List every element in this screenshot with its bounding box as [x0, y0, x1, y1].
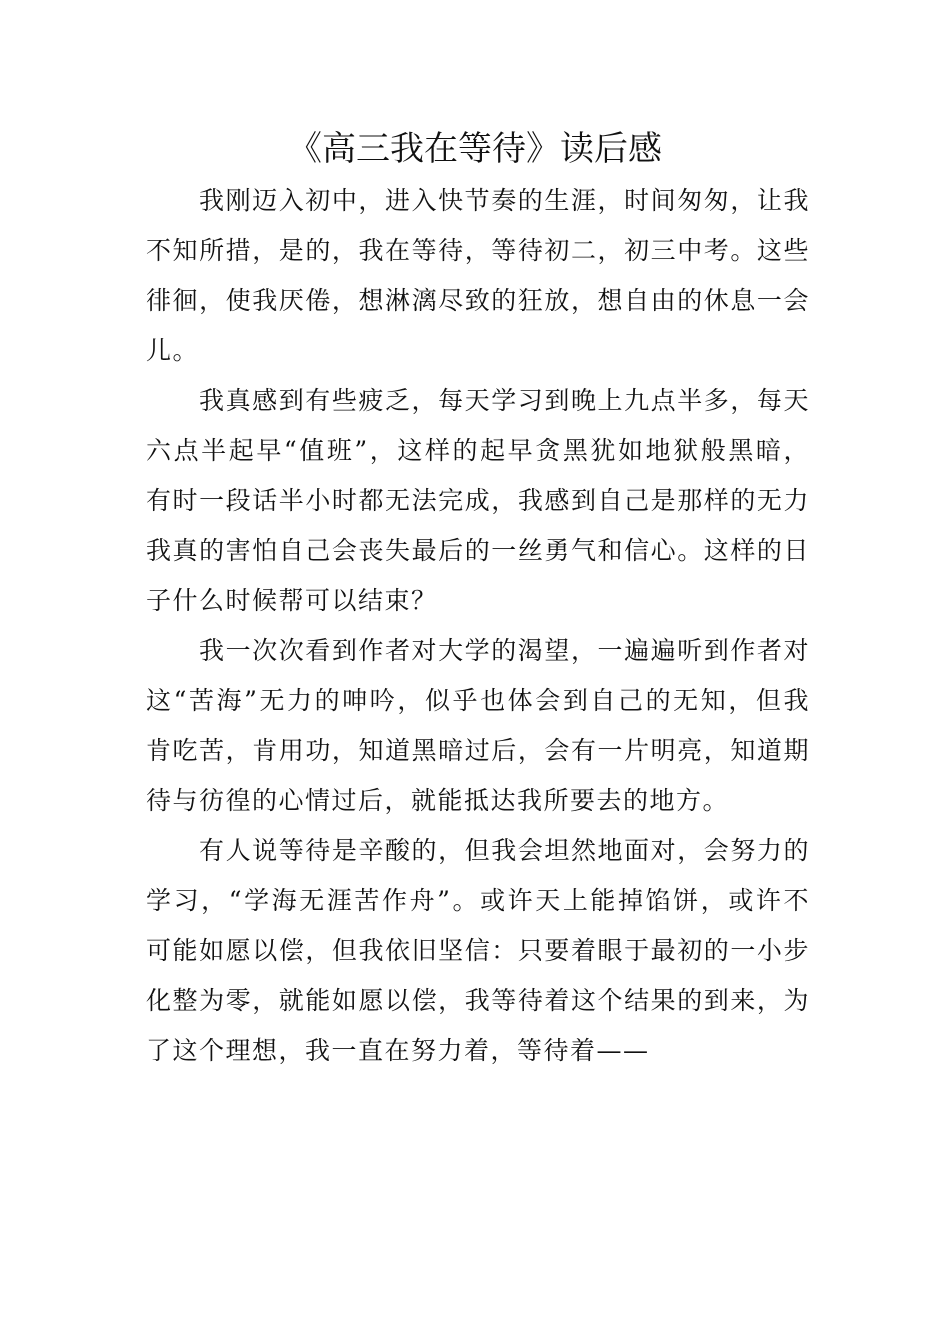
paragraph-4: 有人说等待是辛酸的，但我会坦然地面对，会努力的学习，“学海无涯苦作舟”。或许天上能掉馅饼，或许不可能如愿以偿，但我依旧坚信：只要着眼于最初的一小步化整为零，就能如愿以偿，我等待着这个结果的到来，为了这个理想，我一直在努力着，等待着——: [146, 836, 810, 1065]
paragraph-2: 我真感到有些疲乏，每天学习到晚上九点半多，每天六点半起早“值班”，这样的起早贪黑犹如地狱般黑暗，有时一段话半小时都无法完成，我感到自己是那样的无力我真的害怕自己会丧失最后的一丝勇气和信心。这样的日子什么时候帮可以结束？: [146, 386, 810, 615]
paragraph-1: 我刚迈入初中，进入快节奏的生涯，时间匆匆，让我不知所措，是的，我在等待，等待初二，初三中考。这些徘徊，使我厌倦，想淋漓尽致的狂放，想自由的休息一会儿。: [146, 186, 810, 365]
paragraph-3: 我一次次看到作者对大学的渴望，一遍遍听到作者对这“苦海”无力的呻吟，似乎也体会到自己的无知，但我肯吃苦，肯用功，知道黑暗过后，会有一片明亮，知道期待与彷徨的心情过后，就能抵达我所要去的地方。: [146, 636, 810, 815]
document-body: [146, 176, 810, 1076]
document-title: 《高三我在等待》读后感: [288, 129, 662, 169]
